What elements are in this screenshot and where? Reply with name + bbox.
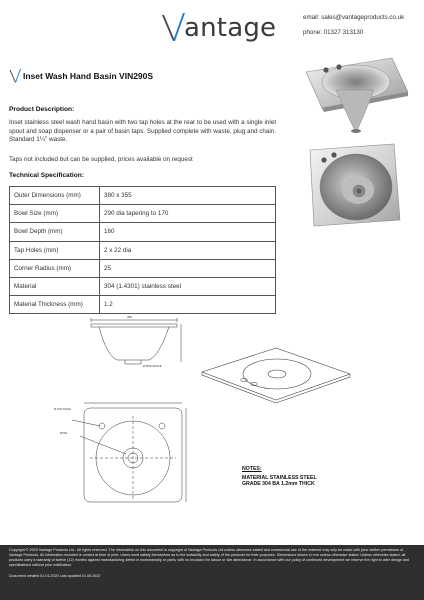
svg-text:380: 380 [127,315,133,319]
notes-line: GRADE 304 BA 1.2mm THICK [242,481,315,488]
table-row [10,223,276,241]
spec-heading: Technical Specification: [9,172,84,179]
contact-block [303,15,404,45]
spec-value: 304 (1.4301) stainless steel [100,277,276,295]
spec-value: 25 [100,259,276,277]
vantage-v-small-icon [9,68,21,84]
footer-legal-text: Copyright © 2020 Vantage Products Ltd - All rights reserved. The information on this document is copyright of Vantage Products Ltd unless otherwise stated and commercial use of the material may only be made with prior written permission of Vantage Products. All information included is correct at time of print. Users must satisfy themselves as to the suitability and safety of the products for their purposes. Dimensions shown in mm unless otherwise stated. Unless otherwise stated, all products carry a warranty of twelve (12) months against manufacturing defect in workmanship or parts, with no inclusion for labour or site attendance. In accordance with our policy of continued development we reserve the right to alter design and specifications without prior notification. [9,548,410,567]
spec-label: Tap Holes (mm) [10,241,100,259]
drawing-isometric-view [198,344,354,406]
spec-label: Outer Dimensions (mm) [10,187,100,205]
table-row [10,277,276,295]
spec-label: Material [10,277,100,295]
notes-heading: NOTES: [242,466,262,472]
drawing-side-elevation [85,312,195,380]
spec-value: 290 dia tapering to 170 [100,205,276,223]
drawing-notes [242,466,317,488]
product-title-row [9,68,153,84]
svg-text:Ø TAP HOLES: Ø TAP HOLES [54,408,72,411]
spec-table [9,186,276,314]
product-title: Inset Wash Hand Basin VIN290S [23,71,154,81]
spec-value: 1.2 [100,296,276,314]
notes-line: MATERIAL STAINLESS STEEL [242,474,317,481]
brand-wordmark: antage [184,13,277,43]
table-row [10,259,276,277]
spec-value: 2 x 22 dia [100,241,276,259]
basin-photo-angled [296,52,412,138]
spec-value: 380 x 355 [100,187,276,205]
spec-value: 160 [100,223,276,241]
basin-photo-top [304,140,404,230]
description-heading: Product Description: [9,106,75,113]
contact-phone[interactable]: phone: 01327 313130 [303,29,364,37]
table-row [10,205,276,223]
contact-email[interactable]: email: sales@vantageproducts.co.uk [303,14,405,21]
brand-logo [161,8,281,48]
svg-text:Ø PIPE WASTE: Ø PIPE WASTE [143,365,162,368]
table-row [10,187,276,205]
footer-document-dates: Document created 01.01.2020 Last updated 01.06.2022 [9,574,101,578]
spec-label: Bowl Depth (mm) [10,223,100,241]
table-row [10,241,276,259]
spec-label: Bowl Size (mm) [10,205,100,223]
spec-label: Corner Radius (mm) [10,259,100,277]
description-note: Taps not included but can be supplied, prices available on request [9,156,193,163]
legal-footer [0,545,424,600]
spec-label: Material Thickness (mm) [10,296,100,314]
description-paragraph: Inset stainless steel wash hand basin with two tap holes at the rear to be used with a single inlet spout and soap dispenser or a pair of basin taps. Supplied complete with waste, plug and chain. Standard 1¼" waste. [9,119,277,144]
drawing-plan-view [50,398,190,514]
svg-text:BOWL: BOWL [60,432,68,435]
vantage-v-logo-icon [161,11,185,45]
